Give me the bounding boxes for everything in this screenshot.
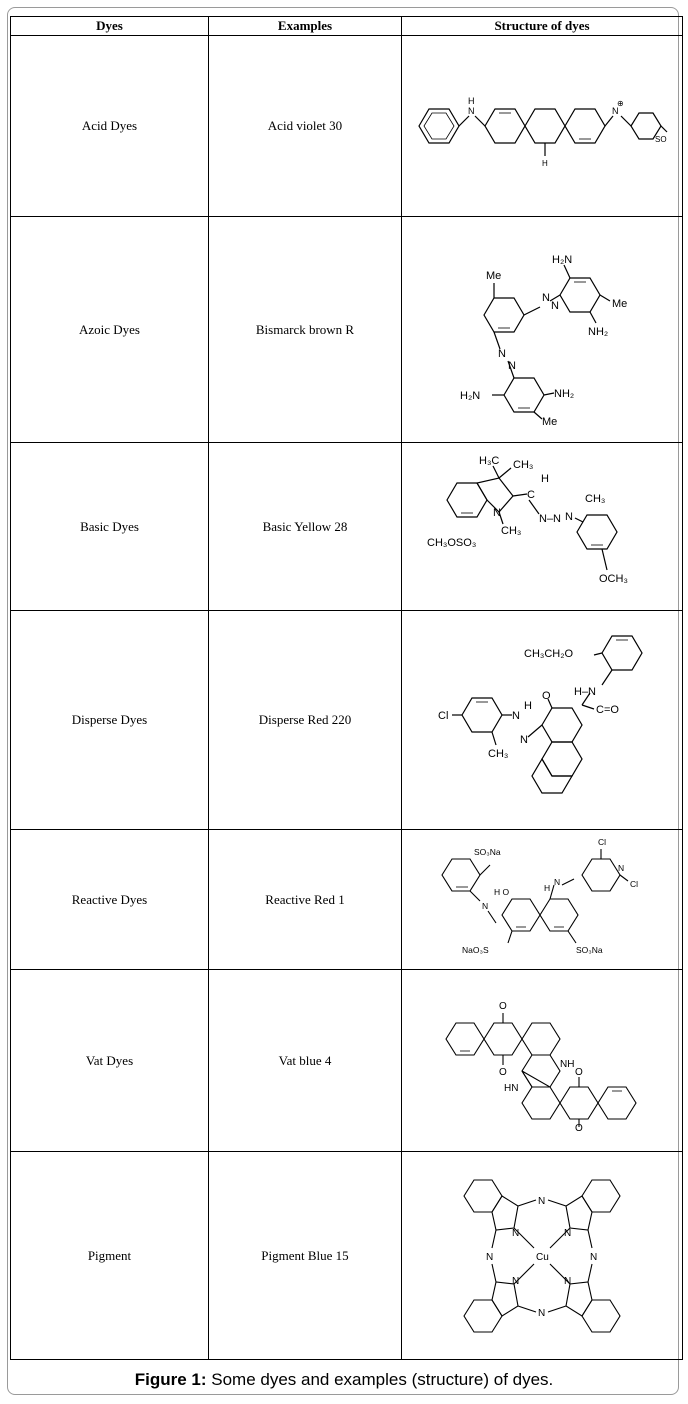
basic-h: H bbox=[541, 472, 549, 485]
caption-text: Some dyes and examples (structure) of dyes. bbox=[206, 1370, 554, 1389]
pigment-n5: N bbox=[512, 1227, 520, 1239]
disperse-n-eq: N bbox=[520, 734, 528, 746]
vat-hn: HN bbox=[504, 1082, 519, 1094]
basic-c: C bbox=[527, 488, 535, 501]
structure-cell bbox=[402, 217, 683, 443]
disperse-o: O bbox=[542, 690, 551, 702]
vat-blue-4-structure-icon bbox=[432, 991, 652, 1131]
dye-example-cell: Disperse Red 220 bbox=[209, 611, 402, 830]
pigment-n2: N bbox=[538, 1307, 546, 1319]
reactive-so3na-bottom: SO₃Na bbox=[576, 944, 603, 955]
dye-example-cell: Vat blue 4 bbox=[209, 970, 402, 1152]
vat-o-bottom: O bbox=[575, 1122, 583, 1131]
basic-n-azo: N–N bbox=[539, 512, 562, 525]
disperse-h: H bbox=[524, 700, 532, 712]
pigment-cu: Cu bbox=[536, 1251, 549, 1263]
dye-class-cell: Disperse Dyes bbox=[11, 611, 209, 830]
disperse-ch3: CH₃ bbox=[488, 748, 509, 760]
basic-och3: OCH₃ bbox=[599, 572, 628, 585]
basic-n-me: N bbox=[565, 510, 573, 523]
basic-h3c: H₃C bbox=[479, 454, 500, 467]
reactive-o-h: H O bbox=[494, 886, 510, 897]
dyes-table bbox=[10, 16, 683, 1360]
azoic-nh2-b: NH₂ bbox=[554, 387, 575, 400]
azoic-n-d: N bbox=[508, 359, 516, 372]
acid-h-top: H bbox=[468, 96, 475, 106]
vat-nh: NH bbox=[560, 1058, 575, 1070]
reactive-red-1-structure-icon bbox=[422, 835, 662, 965]
vat-o-mid: O bbox=[575, 1066, 583, 1078]
basic-ch3-top: CH₃ bbox=[513, 458, 534, 471]
reactive-nao3s: NaO₃S bbox=[462, 944, 489, 955]
acid-plus: ⊕ bbox=[617, 99, 624, 108]
dye-class-cell: Azoic Dyes bbox=[11, 217, 209, 443]
disperse-n-h: N bbox=[512, 710, 520, 722]
pigment-n3: N bbox=[486, 1251, 494, 1263]
dye-example-cell: Reactive Red 1 bbox=[209, 830, 402, 970]
caption-label: Figure 1: bbox=[134, 1370, 207, 1389]
dye-class-cell: Reactive Dyes bbox=[11, 830, 209, 970]
acid-n-top: N bbox=[468, 106, 475, 116]
vat-o-top: O bbox=[499, 1000, 507, 1012]
dye-class-cell: Acid Dyes bbox=[11, 36, 209, 217]
structure-cell bbox=[402, 830, 683, 970]
azoic-n-a: N bbox=[542, 291, 550, 304]
header-structure: Structure of dyes bbox=[402, 17, 683, 36]
azoic-me3: Me bbox=[542, 415, 558, 425]
azoic-me1: Me bbox=[486, 269, 502, 282]
pigment-n6: N bbox=[564, 1227, 572, 1239]
azoic-h2n-top: H₂N bbox=[552, 253, 573, 266]
table-row bbox=[11, 443, 683, 611]
acid-violet-30-structure-icon bbox=[407, 76, 677, 176]
header-dyes: Dyes bbox=[11, 17, 209, 36]
basic-counter-ion: CH₃OSO₃ bbox=[427, 536, 477, 549]
pigment-n4: N bbox=[590, 1251, 598, 1263]
dye-example-cell: Basic Yellow 28 bbox=[209, 443, 402, 611]
pigment-n7: N bbox=[512, 1275, 520, 1287]
bismarck-brown-r-structure-icon bbox=[442, 235, 642, 425]
structure-cell bbox=[402, 36, 683, 217]
disperse-co: C=O bbox=[596, 704, 619, 716]
table-row bbox=[11, 970, 683, 1152]
table-row bbox=[11, 36, 683, 217]
basic-ch3-right: CH₃ bbox=[585, 492, 606, 505]
azoic-nh2-a: NH₂ bbox=[588, 325, 609, 338]
disperse-ethoxy: CH₃CH₂O bbox=[524, 648, 574, 660]
vat-o-left: O bbox=[499, 1066, 507, 1078]
dye-example-cell: Pigment Blue 15 bbox=[209, 1152, 402, 1360]
structure-cell bbox=[402, 443, 683, 611]
reactive-h-n: H bbox=[544, 882, 551, 893]
basic-n-ring: N bbox=[493, 506, 501, 519]
dye-example-cell: Acid violet 30 bbox=[209, 36, 402, 217]
reactive-so3na-top: SO₃Na bbox=[474, 846, 501, 857]
dye-example-cell: Bismarck brown R bbox=[209, 217, 402, 443]
dye-class-cell: Pigment bbox=[11, 1152, 209, 1360]
reactive-n-triazine: N bbox=[618, 862, 625, 873]
structure-cell bbox=[402, 1152, 683, 1360]
acid-h-bottom: H bbox=[542, 159, 548, 168]
azoic-n-c: N bbox=[498, 347, 506, 360]
table-row bbox=[11, 1152, 683, 1360]
header-examples: Examples bbox=[209, 17, 402, 36]
table-row bbox=[11, 611, 683, 830]
disperse-cl: Cl bbox=[438, 710, 449, 722]
disperse-red-220-structure-icon bbox=[432, 625, 652, 815]
acid-so3: SO bbox=[655, 135, 667, 144]
reactive-cl-right: Cl bbox=[630, 878, 639, 889]
figure-caption bbox=[0, 1370, 688, 1390]
table-row bbox=[11, 830, 683, 970]
azoic-me2: Me bbox=[612, 297, 628, 310]
basic-yellow-28-structure-icon bbox=[427, 452, 657, 602]
pigment-blue-15-structure-icon bbox=[452, 1166, 632, 1346]
dye-class-cell: Basic Dyes bbox=[11, 443, 209, 611]
structure-cell bbox=[402, 611, 683, 830]
reactive-n-azo: N bbox=[482, 900, 489, 911]
table-row bbox=[11, 217, 683, 443]
structure-cell bbox=[402, 970, 683, 1152]
disperse-hn: H–N bbox=[574, 686, 597, 698]
pigment-n1: N bbox=[538, 1195, 546, 1207]
reactive-n-link: N bbox=[554, 876, 561, 887]
basic-ch3-ring: CH₃ bbox=[501, 524, 522, 537]
azoic-n-b: N bbox=[551, 299, 559, 312]
reactive-cl-top: Cl bbox=[598, 836, 607, 847]
azoic-h2n-bottom: H₂N bbox=[460, 389, 481, 402]
acid-n-plus: N bbox=[612, 106, 619, 116]
pigment-n8: N bbox=[564, 1275, 572, 1287]
table-header-row bbox=[11, 17, 683, 36]
dye-class-cell: Vat Dyes bbox=[11, 970, 209, 1152]
